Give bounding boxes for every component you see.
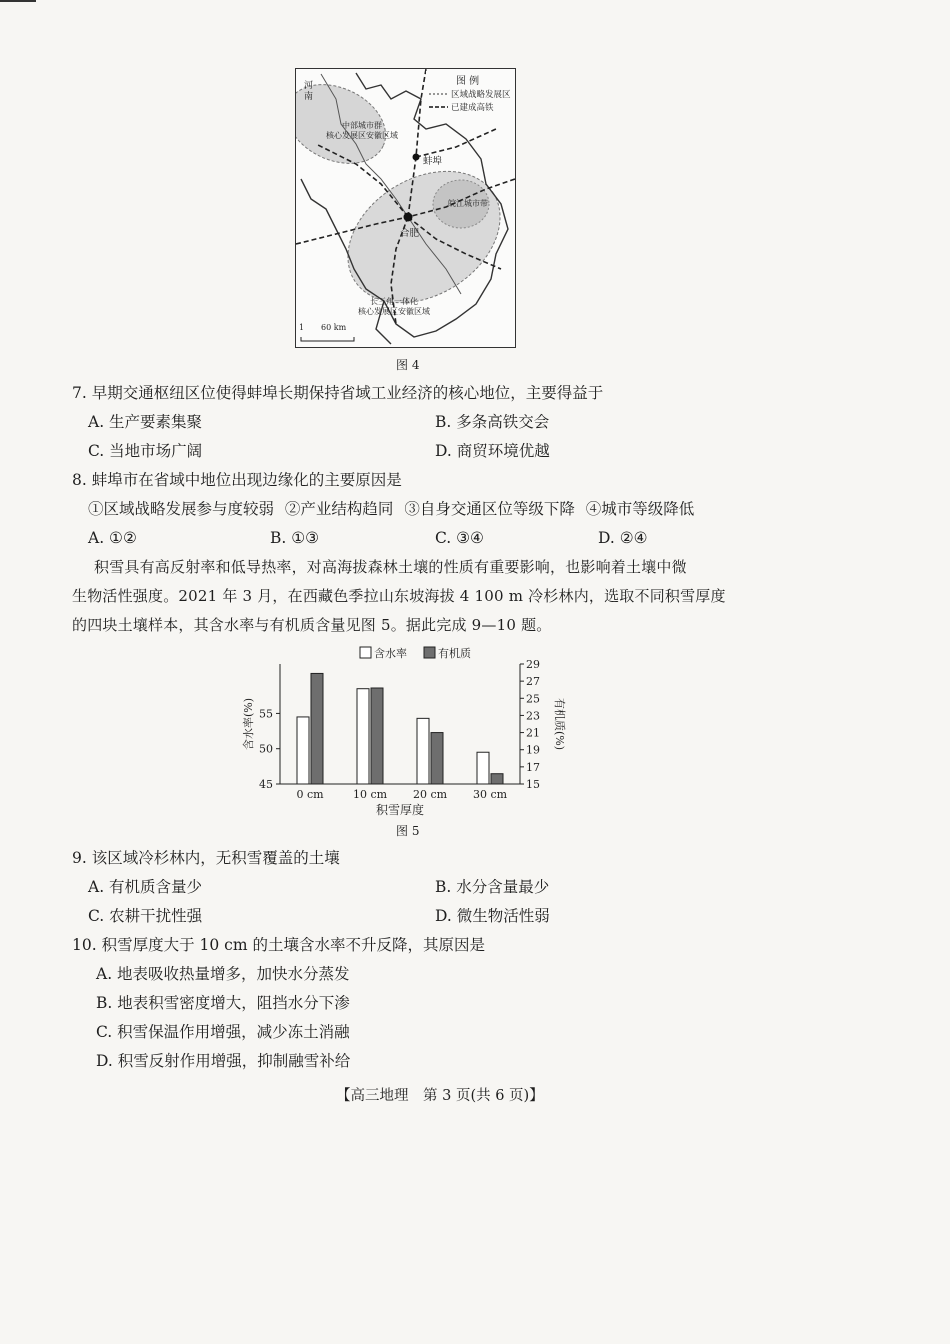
q8-option-c[interactable]: C. ③④: [435, 529, 484, 547]
bar-organic-2: [431, 733, 443, 784]
scale-bar: [301, 337, 354, 341]
x-axis-label: 积雪厚度: [375, 803, 425, 817]
right-tick-label-0: 15: [526, 778, 540, 791]
q8-option-a[interactable]: A. ①②: [88, 529, 137, 547]
y2-axis-label: 有机质(%): [553, 697, 566, 751]
label-yangtze-line1: 长三角一体化: [370, 297, 418, 306]
q10-option-c[interactable]: C. 积雪保温作用增强，减少冻土消融: [96, 1023, 350, 1041]
q9-stem: 9. 该区域冷杉林内，无积雪覆盖的土壤: [72, 849, 340, 867]
legend-item-region: 区域战略发展区: [451, 90, 511, 100]
label-central-region: [326, 121, 398, 141]
q10-option-a[interactable]: A. 地表吸收热量增多，加快水分蒸发: [96, 965, 350, 983]
left-tick-label-1: 50: [259, 742, 273, 756]
x-tick-label-0: 0 cm: [296, 788, 324, 801]
q7-option-d[interactable]: D. 商贸环境优越: [435, 442, 550, 460]
q10-stem: 10. 积雪厚度大于 10 cm 的土壤含水率不升反降，其原因是: [72, 936, 485, 954]
right-tick-label-6: 27: [526, 675, 540, 689]
label-yangtze-region: [358, 297, 430, 317]
q7-stem: 7. 早期交通枢纽区位使得蚌埠长期保持省域工业经济的核心地位，主要得益于: [72, 384, 604, 402]
label-yangtze-line2: 核心发展区安徽区域: [358, 307, 430, 316]
q7-option-b[interactable]: B. 多条高铁交会: [435, 413, 550, 431]
scale-zero: 1: [299, 323, 305, 332]
bengbu-city-dot: [413, 154, 420, 161]
q9-option-c[interactable]: C. 农耕干扰性强: [88, 907, 203, 925]
label-bengbu: 蚌埠: [423, 156, 443, 167]
legend-label-organic: 有机质: [438, 647, 471, 660]
left-tick-label-0: 45: [259, 778, 273, 791]
x-tick-label-1: 10 cm: [352, 788, 388, 801]
y-axis-label: 含水率(%): [242, 697, 255, 751]
bar-organic-1: [371, 688, 383, 784]
q10-option-b[interactable]: B. 地表积雪密度增大，阻挡水分下渗: [96, 994, 350, 1012]
legend-swatch-water: [360, 647, 371, 658]
page-footer: 【高三地理 第 3 页(共 6 页)】: [336, 1088, 544, 1104]
x-tick-label-3: 30 cm: [472, 788, 508, 801]
q10-option-d[interactable]: D. 积雪反射作用增强，抑制融雪补给: [96, 1052, 351, 1070]
q9-option-d[interactable]: D. 微生物活性弱: [435, 907, 550, 925]
label-jiangcheng: 皖江城市带: [448, 199, 488, 208]
bar-organic-0: [311, 673, 323, 784]
bar-organic-3: [491, 774, 503, 784]
right-tick-label-2: 19: [526, 743, 540, 757]
q8-option-b[interactable]: B. ①③: [270, 529, 320, 547]
label-central-line1: 中部城市群: [342, 121, 382, 130]
legend-swatch-organic: [424, 647, 435, 658]
q9-option-a[interactable]: A. 有机质含量少: [88, 878, 203, 896]
x-tick-label-2: 20 cm: [412, 788, 448, 801]
q8-stem: 8. 蚌埠市在省域中地位出现边缘化的主要原因是: [72, 471, 402, 489]
right-tick-label-7: 29: [526, 658, 540, 671]
figure5-caption: 图 5: [396, 824, 420, 838]
left-tick-label-2: 55: [259, 707, 273, 721]
right-tick-label-4: 23: [526, 709, 540, 723]
bar-water-2: [417, 718, 429, 784]
anhui-map: [295, 68, 516, 348]
label-henan: 河南: [304, 81, 314, 102]
hefei-city-dot: [404, 213, 413, 222]
label-central-line2: 核心发展区安徽区域: [326, 131, 398, 140]
figure4-caption: 图 4: [396, 358, 420, 372]
passage-line-1: 积雪具有高反射率和低导热率，对高海拔森林土壤的性质有重要影响，也影响着土壤中微: [94, 558, 687, 576]
scale-label: 60 km: [321, 323, 347, 332]
q9-option-b[interactable]: B. 水分含量最少: [435, 878, 550, 896]
passage-line-2: 生物活性强度。2021 年 3 月，在西藏色季拉山东坡海拔 4 100 m 冷杉林内，选取不同积雪厚度: [72, 587, 726, 605]
figure5-chart: [230, 642, 570, 827]
right-tick-label-5: 25: [526, 692, 540, 706]
q8-option-d[interactable]: D. ②④: [598, 529, 648, 547]
legend-title: 图 例: [456, 76, 480, 87]
right-tick-label-1: 17: [526, 760, 540, 774]
legend-item-railway: 已建成高铁: [451, 103, 494, 113]
q7-option-a[interactable]: A. 生产要素集聚: [88, 413, 203, 431]
label-hefei: 合肥: [400, 228, 420, 239]
legend-label-water: 含水率: [374, 647, 407, 660]
right-tick-label-3: 21: [526, 726, 540, 740]
q8-items: ①区域战略发展参与度较弱 ②产业结构趋同 ③自身交通区位等级下降 ④城市等级降低: [88, 500, 695, 518]
q7-option-c[interactable]: C. 当地市场广阔: [88, 442, 203, 460]
bar-water-1: [357, 689, 369, 784]
passage-line-3: 的四块土壤样本，其含水率与有机质含量见图 5。据此完成 9—10 题。: [72, 616, 552, 634]
bar-water-0: [297, 717, 309, 784]
bar-water-3: [477, 752, 489, 784]
corner-mark: [0, 0, 36, 2]
